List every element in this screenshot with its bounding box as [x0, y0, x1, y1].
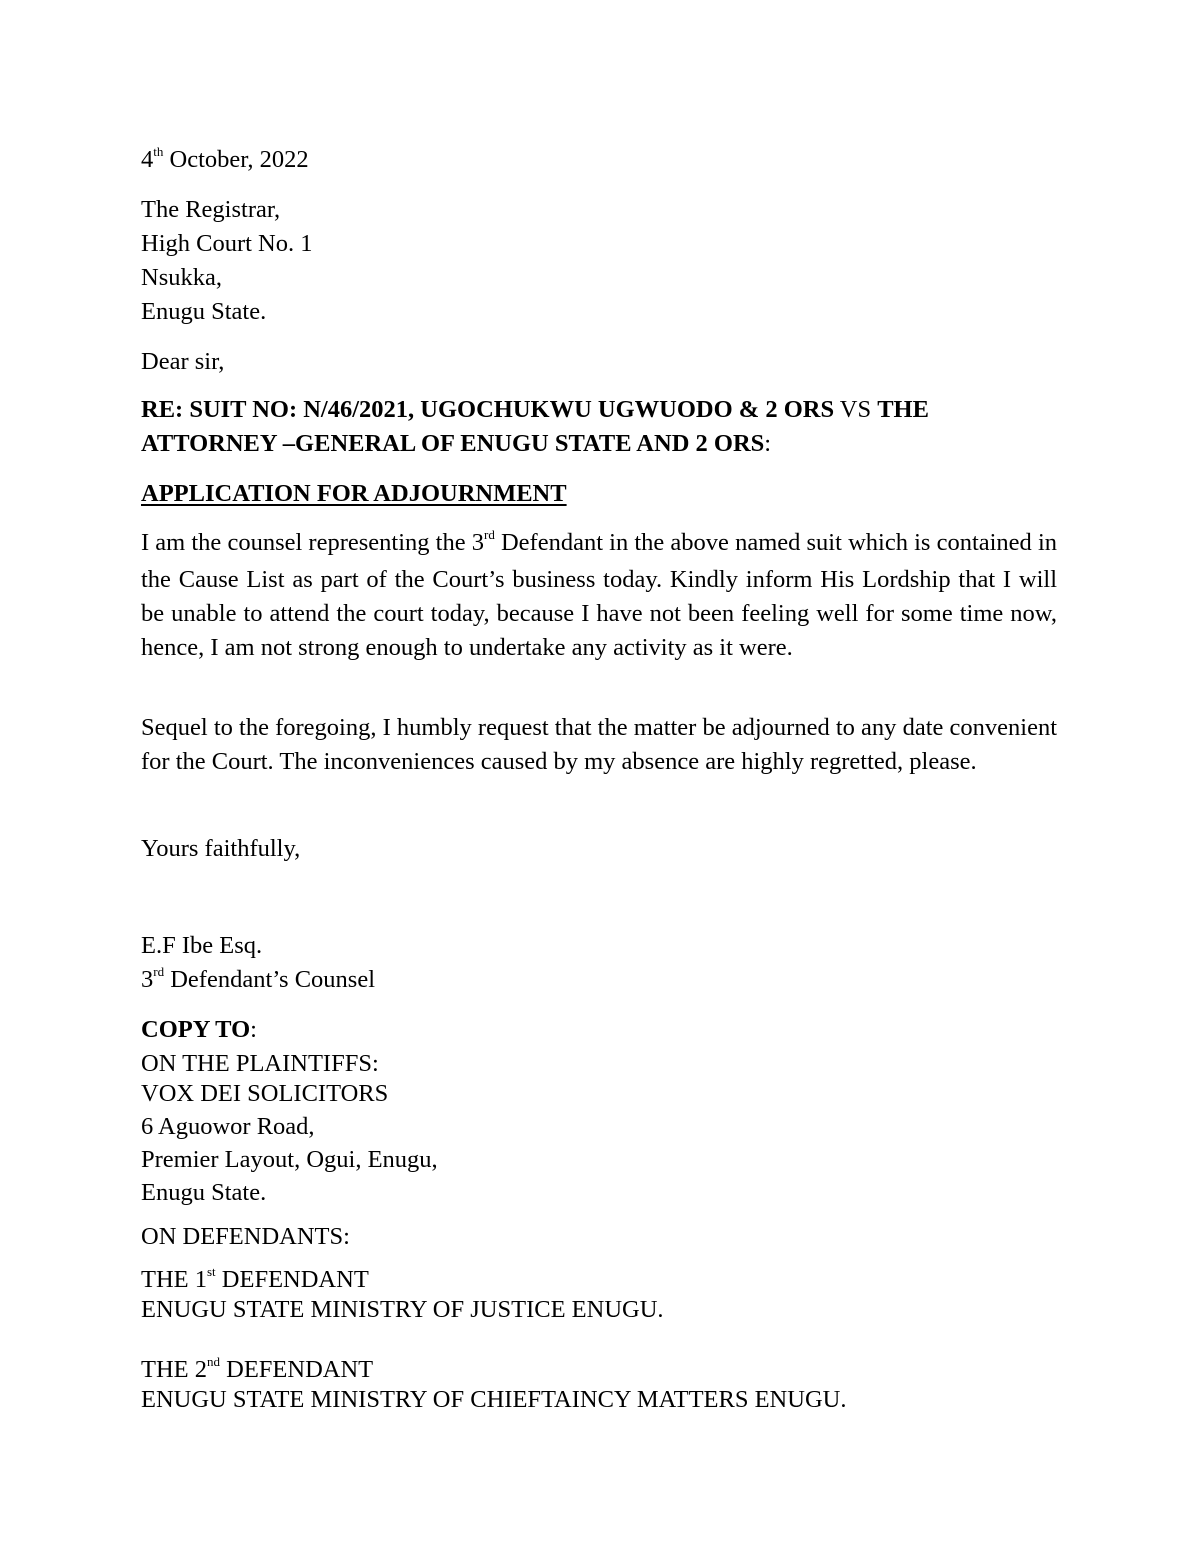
defendant-1-heading: THE 1st DEFENDANT [141, 1264, 369, 1293]
signatory-name: E.F Ibe Esq. [141, 932, 263, 959]
salutation: Dear sir, [141, 348, 225, 375]
subject-line: RE: SUIT NO: N/46/2021, UGOCHUKWU UGWUODO & 2 ORS VS THE ATTORNEY –GENERAL OF ENUGU STATE AND 2 ORS: [141, 396, 929, 457]
body-paragraph-1: I am the counsel representing the 3rd Defendant in the above named suit which is contained in the Cause List as part of the Court’s business today. Kindly inform His Lordship that I will be unable to attend the court today, because I have not been feeling well for some time now, hence, I am not strong enough to undertake any activity as it were. [141, 527, 1058, 661]
addressee-line-4: Enugu State. [141, 298, 267, 325]
body-paragraph-2: Sequel to the foregoing, I humbly request that the matter be adjourned to any date convenient for the Court. The inconveniences caused by my absence are highly regretted, please. [141, 714, 1057, 775]
letter-date: 4th October, 2022 [141, 144, 309, 173]
plaintiffs-line: Enugu State. [141, 1179, 267, 1206]
signatory-title: 3rd Defendant’s Counsel [141, 964, 376, 993]
addressee-line-3: Nsukka, [141, 264, 222, 291]
heading: APPLICATION FOR ADJOURNMENT [141, 480, 567, 507]
plaintiffs-line: 6 Aguowor Road, [141, 1113, 315, 1140]
defendant-2-heading: THE 2nd DEFENDANT [141, 1354, 374, 1383]
closing: Yours faithfully, [141, 835, 301, 862]
addressee-line-1: The Registrar, [141, 196, 281, 223]
defendants-label: ON DEFENDANTS: [141, 1223, 350, 1250]
addressee-line-2: High Court No. 1 [141, 230, 313, 257]
plaintiffs-label: ON THE PLAINTIFFS: [141, 1050, 379, 1077]
defendant-1-org: ENUGU STATE MINISTRY OF JUSTICE ENUGU. [141, 1296, 664, 1323]
plaintiffs-line: VOX DEI SOLICITORS [141, 1080, 389, 1107]
copy-to-label: COPY TO: [141, 1016, 257, 1043]
plaintiffs-line: Premier Layout, Ogui, Enugu, [141, 1146, 438, 1173]
defendant-2-org: ENUGU STATE MINISTRY OF CHIEFTAINCY MATTERS ENUGU. [141, 1386, 847, 1413]
